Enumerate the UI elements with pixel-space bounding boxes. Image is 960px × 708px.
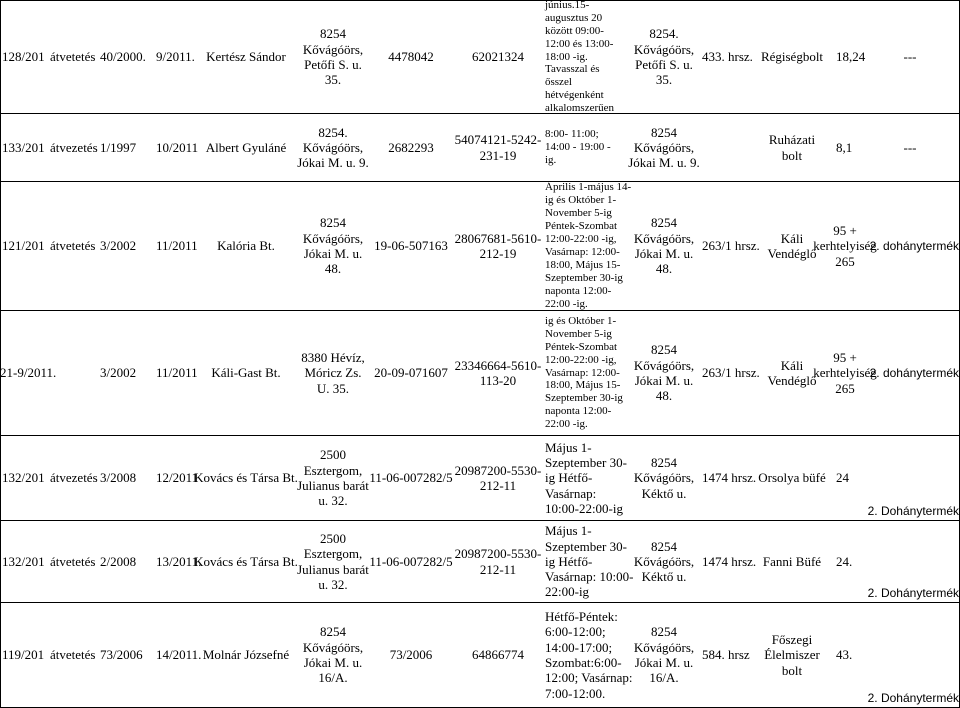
shop-name: Főszegi Élelmiszer bolt	[764, 632, 820, 678]
site-address	[626, 521, 702, 602]
stat-number: 20987200-5530-212-11	[454, 546, 542, 577]
site-address-line: 8254.	[649, 26, 679, 42]
holder-name: Molnár Józsefné	[202, 647, 290, 663]
parcel-number: 1474 hrsz.	[702, 553, 757, 569]
shop-name: Fanni Büfé	[762, 553, 822, 569]
stat-number: 28067681-5610-212-19	[454, 230, 542, 261]
entry-id: 119/201	[2, 647, 45, 663]
site-address-line: Jókai M. u.	[634, 246, 694, 261]
extra-permit: ---	[903, 139, 917, 155]
opening-hours-line: ig Hétfő-	[545, 553, 593, 569]
holder-address-line: U. 35.	[316, 380, 350, 396]
opening-hours-line: Vasárnap:	[545, 485, 597, 501]
opening-hours-line: Péntek-Szombat	[545, 340, 618, 353]
tax-number: 20-09-071607	[374, 365, 448, 381]
tax-number: 19-06-507163	[374, 238, 448, 254]
entry-type: átvezetés	[50, 470, 98, 486]
holder-address-line: 8254	[319, 624, 346, 640]
site-address-line: Jókai M. u. 9.	[628, 155, 700, 171]
opening-hours-line: Vasárnap: 12:00-	[545, 246, 620, 258]
holder-address-line: 16/A.	[318, 670, 348, 686]
site-address-line: Kővágóörs,	[633, 553, 695, 569]
site-address-line: 48.	[655, 388, 673, 404]
opening-hours-line: Péntek-Szombat	[545, 220, 618, 233]
opening-hours-line: Vasárnap: 12:00-	[545, 366, 620, 379]
entry-id: 128/201	[2, 49, 45, 65]
floor-area: 95 + kerhtelyiség 265	[813, 350, 877, 396]
opening-hours-line: 8:00- 11:00;	[545, 128, 599, 141]
entry-type: átvetetés	[50, 49, 96, 65]
opening-hours-line: naponta 12:00-	[545, 284, 612, 297]
registration-no: 10/2011	[156, 139, 199, 155]
floor-area: 43.	[836, 647, 853, 663]
site-address	[626, 182, 702, 310]
site-address-line: 8254	[650, 455, 677, 470]
opening-hours-line: Hétfő-Péntek:	[545, 609, 618, 625]
opening-hours-line: június.15-	[545, 0, 590, 11]
holder-address	[296, 436, 370, 520]
site-address-line: Kéktő u.	[641, 485, 687, 501]
holder-address-line: Móricz Zs.	[304, 365, 362, 381]
stat-number: 54074121-5242-231-19	[454, 132, 542, 163]
site-address-line: Jókai M. u.	[634, 373, 694, 388]
holder-address-line: u. 32.	[318, 493, 348, 509]
site-address	[626, 436, 702, 520]
site-address-line: 35.	[655, 72, 673, 88]
site-address	[626, 603, 702, 707]
floor-area: 8,1	[836, 139, 853, 155]
entry-id: 21-9/2011.	[0, 365, 57, 381]
site-address-line: 8254	[651, 124, 677, 140]
shop-name: Káli Vendéglő	[767, 230, 817, 261]
site-address	[626, 311, 702, 435]
extra-permit: ---	[903, 49, 917, 65]
opening-hours-line: ig és Október 1-	[545, 314, 617, 327]
holder-address-line: Julianus barát	[297, 478, 369, 493]
year-ref: 2/2008	[100, 553, 137, 569]
holder-name: Kalória Bt.	[217, 238, 275, 254]
site-address-line: Kővágóörs,	[633, 357, 695, 373]
site-address-line: 8254	[650, 215, 677, 231]
opening-hours-line: 12:00-22:00 -ig,	[545, 353, 617, 366]
holder-name: Kertész Sándor	[206, 49, 286, 65]
holder-name: Albert Gyuláné	[205, 139, 287, 155]
opening-hours-line: augusztus 20	[545, 11, 603, 24]
opening-hours-line: 12:00-22:00 -ig,	[545, 233, 617, 246]
holder-address	[296, 603, 370, 707]
opening-hours-line: 22:00 -ig.	[545, 297, 588, 310]
opening-hours-line: alkalomszerűen	[545, 102, 615, 115]
holder-address-line: Kővágóörs,	[302, 230, 364, 246]
stat-number: 20987200-5530-212-11	[454, 462, 542, 493]
holder-address-line: 8254	[319, 26, 346, 42]
opening-hours-line: November 5-ig	[545, 327, 612, 340]
site-address-line: Kővágóörs,	[633, 470, 695, 486]
opening-hours-line: ig.	[545, 153, 557, 166]
site-address-line: Kővágóörs,	[633, 41, 695, 57]
opening-hours-line: Szeptember 30-ig	[545, 271, 623, 284]
holder-address-line: Jókai M. u.	[303, 246, 363, 261]
tax-number: 2682293	[388, 139, 434, 155]
holder-name: Kovács és Társa Bt.	[194, 470, 298, 486]
floor-area: 95 + kerhtelyiség 265	[813, 223, 877, 269]
site-address-line: Jókai M. u.	[634, 655, 694, 670]
parcel-number: 263/1 hrsz.	[702, 365, 760, 381]
opening-hours-line: 18:00, Május 15-	[545, 379, 621, 392]
stat-number: 23346664-5610-113-20	[454, 357, 542, 388]
holder-address-line: 48.	[324, 261, 342, 277]
opening-hours	[545, 114, 629, 181]
opening-hours-line: ig és Október 1-	[545, 194, 617, 207]
opening-hours-line: 12:00 és 13:00-	[545, 37, 614, 50]
extra-permit: 2. dohánytermék	[869, 238, 959, 253]
holder-address-line: 35.	[324, 72, 342, 88]
parcel-number: 584. hrsz	[702, 647, 750, 663]
opening-hours-line: Szeptember 30-	[545, 538, 627, 554]
opening-hours-line: 12:00; Vasárnap:	[545, 670, 633, 686]
entry-type: átvetetés	[50, 238, 96, 254]
holder-address-line: u. 32.	[318, 576, 348, 592]
opening-hours-line: Szeptember 30-ig	[545, 392, 623, 405]
entry-type: átvetetés	[50, 553, 96, 569]
registration-no: 12/2011	[156, 470, 199, 486]
site-address-line: 8254	[650, 538, 677, 554]
opening-hours-line: 14:00-17:00;	[545, 639, 613, 655]
opening-hours-line: ig Hétfő-	[545, 470, 593, 486]
stat-number: 62021324	[472, 49, 524, 65]
opening-hours-line: Szeptember 30-	[545, 455, 627, 470]
site-address-line: 48.	[655, 261, 673, 277]
opening-hours-line: Vasárnap: 10:00-	[545, 569, 634, 585]
tax-number: 11-06-007282/5	[369, 470, 453, 486]
opening-hours-line: Május 1-	[545, 439, 592, 455]
floor-area: 24.	[836, 553, 853, 569]
floor-area: 24	[836, 470, 849, 486]
site-address-line: 16/A.	[649, 670, 679, 686]
year-ref: 3/2002	[100, 365, 137, 381]
opening-hours-line: 6:00-12:00;	[545, 624, 606, 640]
parcel-number: 1474 hrsz.	[702, 470, 757, 486]
site-address-line: Kővágóörs,	[633, 639, 695, 655]
site-address	[626, 114, 702, 181]
holder-address-line: 8254	[319, 215, 346, 231]
shop-name: Régiségbolt	[760, 49, 824, 65]
tax-number: 4478042	[388, 49, 434, 65]
extra-permit: 2. Dohánytermék	[867, 503, 959, 518]
holder-address	[296, 521, 370, 602]
opening-hours-line: November 5-ig	[545, 207, 612, 220]
opening-hours	[545, 521, 634, 602]
opening-hours-line: 18:00, Május 15-	[545, 258, 621, 271]
opening-hours-line: 22:00 -ig.	[545, 418, 588, 431]
year-ref: 1/1997	[100, 139, 137, 155]
opening-hours	[545, 1, 629, 113]
opening-hours-line: Tavasszal és	[545, 63, 600, 76]
site-address-line: Kéktő u.	[641, 569, 687, 585]
site-address	[626, 1, 702, 113]
year-ref: 3/2008	[100, 470, 137, 486]
parcel-number: 433. hrsz.	[702, 49, 753, 65]
entry-id: 132/201	[2, 470, 45, 486]
parcel-number: 263/1 hrsz.	[702, 238, 760, 254]
extra-permit: 2. Dohánytermék	[867, 585, 959, 600]
holder-address-line: Kővágóörs,	[302, 41, 364, 57]
holder-address-line: 8254.	[318, 124, 348, 140]
opening-hours-line: 18:00 -ig.	[545, 50, 588, 63]
opening-hours	[545, 436, 629, 520]
tax-number: 73/2006	[389, 647, 433, 663]
entry-type: átvetetés	[50, 647, 96, 663]
floor-area: 18,24	[836, 49, 866, 65]
opening-hours-line: Április 1-május 14-	[545, 181, 632, 194]
holder-address-line: Kővágóörs,	[302, 639, 364, 655]
opening-hours-line: ősszel	[545, 76, 572, 89]
extra-permit: 2. dohánytermék	[869, 365, 959, 380]
holder-address-line: Petőfi S. u.	[304, 57, 362, 72]
holder-address-line: Esztergom,	[303, 546, 363, 562]
entry-id: 121/201	[2, 238, 45, 254]
holder-address-line: 2500	[320, 447, 346, 463]
opening-hours-line: 14:00 - 19:00 -	[545, 141, 611, 154]
entry-type: átvezetés	[50, 139, 98, 155]
holder-address-line: 2500	[320, 530, 346, 546]
holder-address-line: 8380 Hévíz,	[301, 350, 365, 365]
holder-address-line: Jókai M. u. 9.	[297, 155, 369, 171]
opening-hours-line: hétvégenként	[545, 89, 604, 102]
site-address-line: Petőfi S. u.	[635, 57, 693, 72]
registration-no: 9/2011.	[156, 49, 195, 65]
holder-name: Kovács és Társa Bt.	[194, 553, 298, 569]
holder-address	[296, 311, 370, 435]
entry-id: 132/201	[2, 553, 45, 569]
opening-hours-line: 22:00-ig	[545, 584, 590, 600]
opening-hours	[545, 603, 633, 707]
registration-no: 11/2011	[156, 238, 198, 254]
tax-number: 11-06-007282/5	[369, 553, 453, 569]
opening-hours-line: 10:00-22:00-ig	[545, 500, 623, 516]
opening-hours-line: Május 1-	[545, 523, 592, 539]
year-ref: 3/2002	[100, 238, 137, 254]
shop-name: Orsolya büfé	[758, 470, 826, 486]
registration-no: 13/2011.	[156, 553, 202, 569]
year-ref: 73/2006	[100, 647, 143, 663]
opening-hours	[545, 181, 632, 310]
opening-hours-line: 7:00-12:00.	[545, 685, 606, 701]
opening-hours-line: között 09:00-	[545, 24, 604, 37]
extra-permit: 2. Dohánytermék	[867, 690, 959, 705]
registration-no: 11/2011	[156, 365, 198, 381]
holder-address	[296, 1, 370, 113]
shop-name: Ruházati bolt	[768, 132, 816, 163]
opening-hours-line: Szombat:6:00-	[545, 655, 622, 670]
holder-address-line: Esztergom,	[303, 462, 363, 478]
site-address-line: 8254	[650, 624, 677, 640]
year-ref: 40/2000.	[100, 49, 146, 65]
holder-address-line: Kővágóörs,	[302, 139, 364, 155]
holder-address-line: Julianus barát	[297, 561, 369, 577]
site-address-line: Kővágóörs,	[633, 230, 695, 246]
shop-name: Káli Vendéglő	[767, 357, 817, 388]
site-address-line: 8254	[650, 342, 677, 358]
holder-address-line: Jókai M. u.	[303, 655, 363, 670]
opening-hours-line: naponta 12:00-	[545, 405, 612, 418]
registration-no: 14/2011.	[156, 647, 202, 663]
opening-hours	[545, 311, 629, 435]
holder-address	[296, 182, 370, 310]
site-address-line: Kővágóörs,	[633, 139, 695, 155]
holder-address	[296, 114, 370, 181]
stat-number: 64866774	[472, 647, 524, 663]
entry-id: 133/201	[2, 139, 45, 155]
holder-name: Káli-Gast Bt.	[211, 365, 281, 381]
